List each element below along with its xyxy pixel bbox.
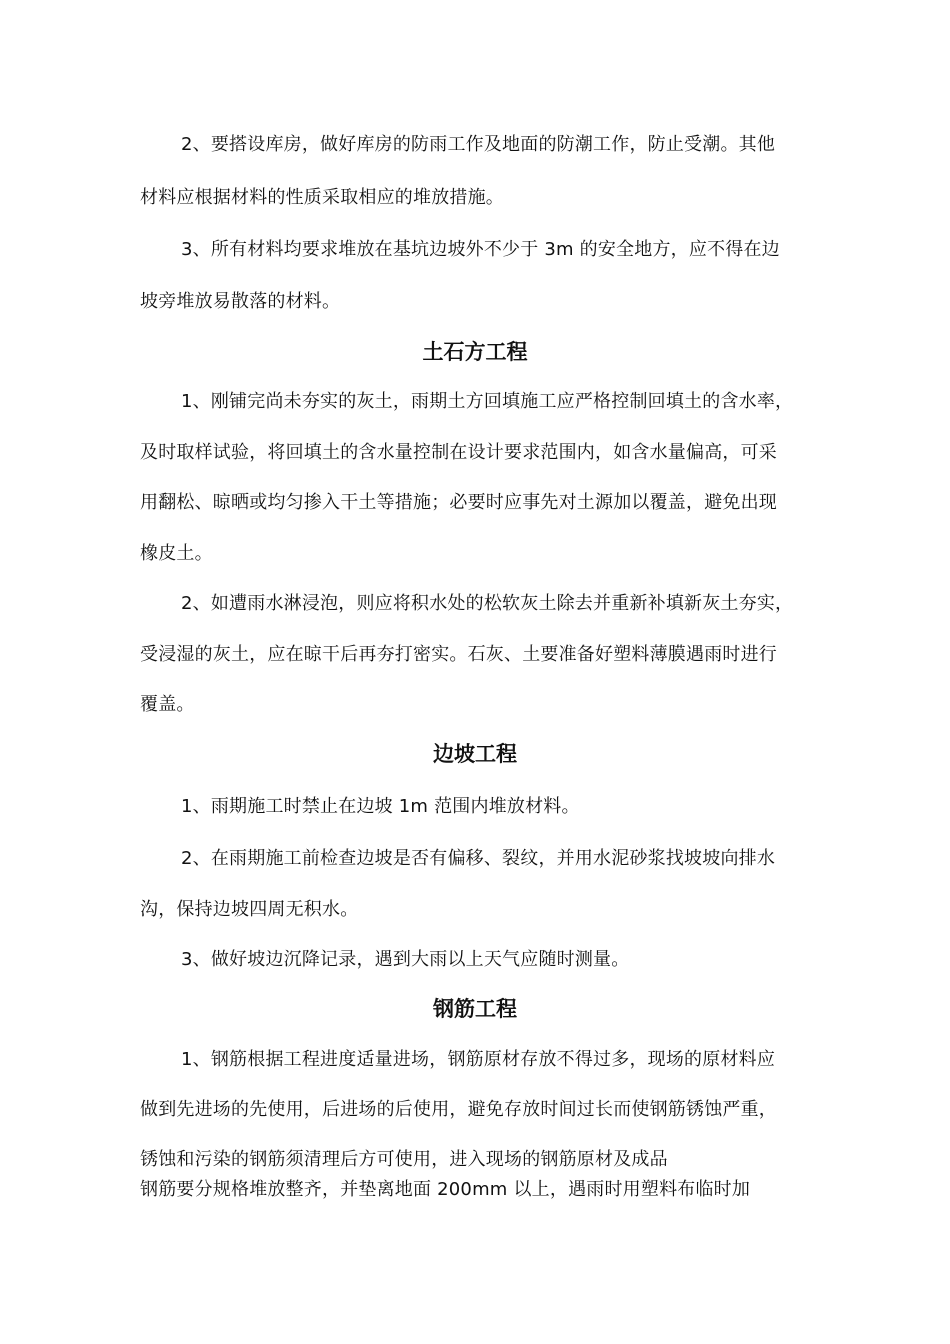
paragraph-line: 坡旁堆放易散落的材料。: [140, 291, 341, 312]
paragraph-line: 受浸湿的灰土，应在晾干后再夯打密实。石灰、土要准备好塑料薄膜遇雨时进行: [140, 644, 777, 665]
paragraph-line: 2、如遭雨水淋浸泡，则应将积水处的松软灰土除去并重新补填新灰土夯实，: [181, 593, 794, 614]
section-heading-rebar: 钢筋工程: [433, 997, 517, 1021]
paragraph-line: 钢筋要分规格堆放整齐，并垫离地面 200mm 以上，遇雨时用塑料布临时加: [140, 1179, 751, 1200]
paragraph-line: 覆盖。: [140, 694, 195, 715]
paragraph-line: 橡皮土。: [140, 543, 213, 564]
paragraph-line: 1、钢筋根据工程进度适量进场，钢筋原材存放不得过多，现场的原材料应: [181, 1049, 776, 1070]
section-heading-slope: 边坡工程: [433, 742, 517, 766]
paragraph-line: 用翻松、晾晒或均匀掺入干土等措施；必要时应事先对土源加以覆盖，避免出现: [140, 492, 777, 513]
paragraph-line: 3、做好坡边沉降记录，遇到大雨以上天气应随时测量。: [181, 949, 630, 970]
paragraph-line: 材料应根据材料的性质采取相应的堆放措施。: [140, 187, 504, 208]
paragraph-line: 及时取样试验，将回填土的含水量控制在设计要求范围内，如含水量偏高，可采: [140, 442, 777, 463]
paragraph-line: 3、所有材料均要求堆放在基坑边坡外不少于 3m 的安全地方，应不得在边: [181, 239, 780, 260]
paragraph-line: 2、要搭设库房，做好库房的防雨工作及地面的防潮工作，防止受潮。其他: [181, 134, 776, 155]
paragraph-line: 做到先进场的先使用，后进场的后使用，避免存放时间过长而使钢筋锈蚀严重，: [140, 1099, 777, 1120]
paragraph-line: 1、刚铺完尚未夯实的灰土，雨期土方回填施工应严格控制回填土的含水率，: [181, 391, 794, 412]
paragraph-line: 沟，保持边坡四周无积水。: [140, 899, 359, 920]
section-heading-earthwork: 土石方工程: [422, 340, 528, 364]
paragraph-line: 2、在雨期施工前检查边坡是否有偏移、裂纹，并用水泥砂浆找坡坡向排水: [181, 848, 776, 869]
paragraph-line: 1、雨期施工时禁止在边坡 1m 范围内堆放材料。: [181, 796, 580, 817]
paragraph-line: 锈蚀和污染的钢筋须清理后方可使用，进入现场的钢筋原材及成品: [140, 1149, 668, 1170]
